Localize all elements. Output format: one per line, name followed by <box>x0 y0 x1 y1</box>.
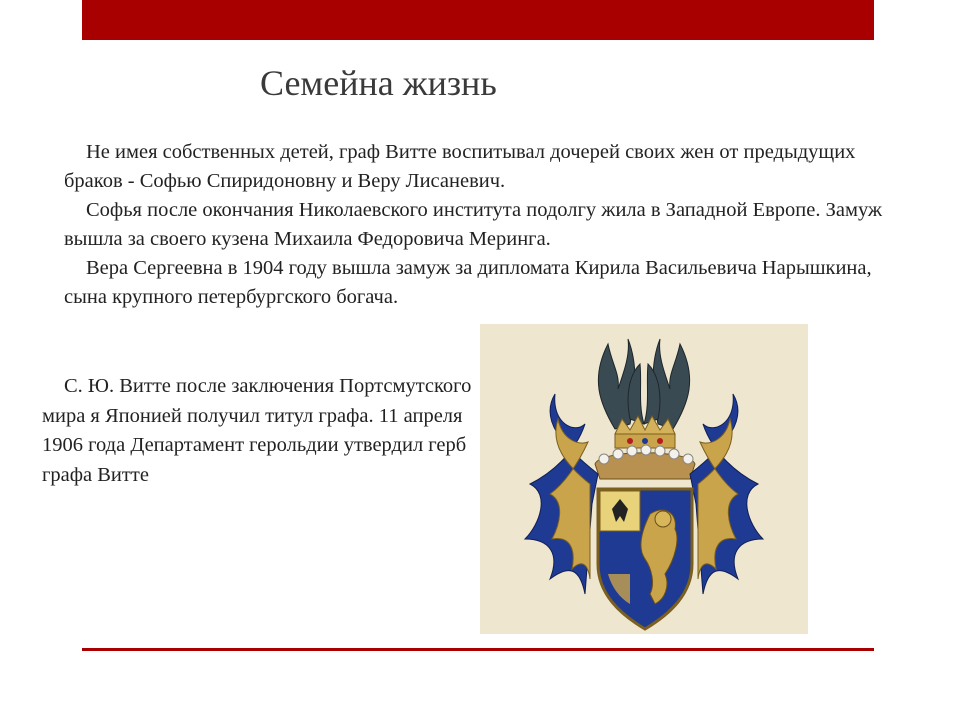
caption-text-block <box>42 372 472 490</box>
caption-paragraph: С. Ю. Витте после заключения Портсмутского мира я Японией получил титул графа. 11 апреля 1906 года Департамент герольдии утвердил герб графа Витте <box>42 375 472 486</box>
slide-title: Семейна жизнь <box>260 63 497 103</box>
coat-of-arms-image <box>480 324 808 634</box>
header-accent-bar <box>82 0 874 40</box>
paragraph: Софья после окончания Николаевского института подолгу жила в Западной Европе. Замуж вышла за своего кузена Михаила Федоровича Меринга. <box>64 199 883 250</box>
coat-of-arms-icon <box>480 324 808 634</box>
footer-accent-line <box>82 648 874 651</box>
paragraph: Вера Сергеевна в 1904 году вышла замуж за дипломата Кирила Васильевича Нарышкина, сына крупного петербургского богача. <box>64 257 872 308</box>
main-text-block <box>64 138 884 312</box>
paragraph: Не имея собственных детей, граф Витте воспитывал дочерей своих жен от предыдущих браков - Софью Спиридоновну и Веру Лисаневич. <box>64 141 856 192</box>
